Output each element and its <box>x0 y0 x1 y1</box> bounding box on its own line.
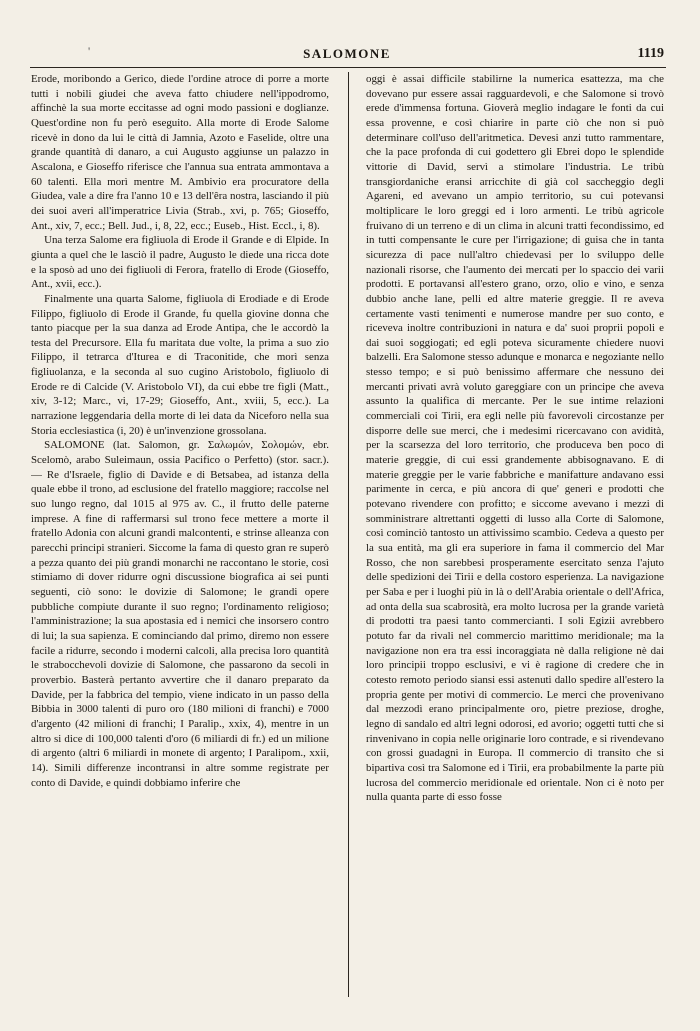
running-title: SALOMONE <box>303 46 391 61</box>
paragraph: Una terza Salome era figliuola di Erode il Grande e di Elpide. In giunta a quel che le lasciò il padre, Augusto le diede una ricca dote e la sposò ad uno dei figliuoli di Ferora, fratello di Erode (Gioseffo, Ant., xvii, ecc.). <box>31 234 329 291</box>
column-divider <box>348 72 349 997</box>
header-mark: ' <box>88 44 91 58</box>
paragraph: oggi è assai difficile stabilirne la numerica esattezza, ma che dovevano pur essere assai ragguardevoli, e che Salomone si trovò erede d'immensa fortuna. Gioverà meglio indagare le fonti da cui essa provenne, e così chiarire in parte ciò che non si può determinare coll'uso dell'aritmetica. Devesi anzi tutto rammentare, che la pace profonda di cui godettero gli Ebrei dopo le splendide vittorie di David, servì a stimolare l'industria. Le tribù transgiordaniche eransi arricchite di già col saccheggio degli Agareni, ed avevano un ampio territorio, su cui potevansi moltiplicare le loro greggi ed i loro armenti. Le tribù agricole fruivano di un terreno e di un clima in alcuni tratti fecondissimo, ed in tutti compensante le cure per l'irrigazione; di guisa che in tanta sicurezza di pace null'altro chiedevasi per lo sviluppo delle nazionali risorse, che l'aumento dei mercati per lo spaccio dei varii prodotti. E portavansi all'estero grano, orzo, olio e vino, e senza dubbio anche lane, pelli ed altre materie greggie. Il re aveva certamente vasti tenimenti e numerose mandre per suo conto, e riceveva inoltre contribuzioni in natura e da' suoi proprii popoli e dai suoi soggiogati; ed egli poteva sicuramente chiedere nuovi balzelli. Era Salomone stesso adunque e monarca e negoziante nello stesso tempo; e si può benissimo affermare che nessuno dei mercanti privati avrà voluto gareggiare con un principe che aveva assunto la qualifica di mercante. Per le sue intime relazioni commerciali coi Tirii, era egli nelle più favorevoli circostanze per disporre delle sue merci, che i medesimi ricercavano con avidità, per la scarsezza del loro territorio, che produceva ben poco di materie greggie, di cui essi grandemente abbisognavano. E di materie greggie per le varie fabbriche e manifatture andavano essi parimente in cerca, e più ancora di que' generi e prodotti che potevano rivendere con profitto; e siccome avevano i mezzi di somministrare altrettanti oggetti di lusso alla Corte di Salomone, così cominciò tantosto un attivissimo scambio. Cedeva a questo per la sua entità, ma gli era superiore in fama il commercio del Mar Rosso, che non sarebbesi prosperamente esercitato senza l'ajuto delle spedizioni dei Tirii e della costoro esperienza. La navigazione per Saba e per i luoghi più in là o dell'Arabia orientale o dell'Africa, ad onta della sua scabrosità, era molto lucrosa per la grande varietà di prodotti tra paesi tanto commercianti. I soli Egizii avrebbero potuto far da rivali nel commercio marittimo meridionale; ma la navigazione non era tra essi incoraggiata nè dalla religione nè dai loro principii troppo esclusivi, e vi è ragione di credere che in cotesto remoto periodo siansi essi astenuti dallo spedire all'estero la propria gente per motivi di commercio. Le merci che provenivano dal mezzodì erano principalmente oro, pietre preziose, droghe, legno di sandalo ed altri legni odorosi, ed avorio; oggetti tutti che si rinvenivano in copia nelle originarie loro contrade, e si rivendevano con grossi guadagni in Europa. Il commercio di transito che si bipartiva così tra Salomone ed i Tirii, era probabilmente la parte più lucrosa del commercio meridionale ed orientale. Non ci è noto per nulla quanta parte di esso fosse <box>366 73 664 804</box>
paragraph-salomone-entry: SALOMONE (lat. Salomon, gr. Σαλωμών, Σολομών, ebr. Scelomò, arabo Suleimaun, ossia Pacifico o Perfetto) (stor. sacr.). — Re d'Israele, figlio di Davide e di Betsabea, ad istanza della quale ebbe il trono, ad esclusione del fratello maggiore; raccolse nel suo lungo regno, dal 1015 al 975 av. C., il frutto delle paterne imprese. A fine di raffermarsi sul trono fece mettere a morte il fratello Adonia con alcuni grandi malcontenti, e strinse alleanza con parecchi principi stranieri. Siccome la fama di questo gran re superò a pezza quanto dei più grandi monarchi ne raccontano le storie, così stimiamo di dover ridurre ogni discussione biografica ai sei punti seguenti, ciò sono: le dovizie di Salomone; le grandi opere pubbliche compiute durante il suo regno; l'ordinamento religioso; l'amministrazione; la sua apostasia ed i nemici che insorsero contro di lui; la sua sapienza. E cominciando dal primo, diremo non essere facile a ridurre, secondo i moderni calcoli, alla precisa loro quantità le strabocchevoli dovizie di Salomone, che passarono da secoli in proverbio. Basterà pertanto avvertire che il danaro preparato da Davide, per la fabbrica del tempio, viene indicato in un passo della Bibbia in 3000 talenti di puro oro (180 milioni di franchi) e 7000 d'argento (42 milioni di franchi; I Paralip., xxix, 4), mentre in un altro si dice di 100,000 talenti d'oro (6 miliardi di fr.) ed un milione di argento (altri 6 miliardi in monete di argento; I Paralipom., xxii, 14). Simili differenze incontransi in altre somme registrate per conto di Davide, e quindi dobbiamo inferire che <box>31 439 329 789</box>
paragraph: Erode, moribondo a Gerico, diede l'ordine atroce di porre a morte tutti i nobili giudei che aveva fatto chiudere nell'ippodromo, affinchè la sua morte eccitasse ad ogni modo passioni e doglianze. Quest'ordine non fu però eseguito. Alla morte di Erode Salome ricevè in dono da lui le città di Jamnia, Azoto e Faselide, oltre una grande quantità di danaro, a cui Augusto aggiunse un palazzo in Ascalona, e Gioseffo riferisce che l'annua sua entrata ammontava a 60 talenti. Ella morì mentre M. Ambivio era procuratore della Giudea, vale a dire fra l'anno 10 e 13 dell'êra nostra, lasciando il più dei suoi averi all'imperatrice Livia (Strab., xvi, p. 765; Gioseffo, Ant., xiv, 7, ecc.; Bell. Jud., i, 8, 22, ecc.; Euseb., Hist. Eccl., i, 8). <box>31 73 329 232</box>
paragraph: Finalmente una quarta Salome, figliuola di Erodiade e di Erode Filippo, figliuolo di Erode il Grande, fu quella giovine donna che tanto piacque per la sua danza ad Erode Antipa, che le accordò la testa del Precursore. Ella fu maritata due volte, la prima a suo zio Filippo, il tetrarca d'Iturea e di Traconitide, che morì senza figliuolanza, e la seconda al suo cugino Aristobolo, figliuolo di Erode re di Calcide (V. Aristobolo VI), da cui ebbe tre figli (Matt., xiv, 3-12; Marc., vi, 17-29; Gioseffo, Ant., xviii, 5, ecc.). La narrazione leggendaria della morte di lei data da Niceforo nella sua Storia ecclesiastica (i, 20) è un'invenzione grossolana. <box>31 292 329 437</box>
header-rule <box>30 67 666 68</box>
left-column <box>31 72 329 1002</box>
page-number: 1119 <box>637 46 664 61</box>
page-header <box>30 44 664 68</box>
right-column <box>366 72 664 1002</box>
